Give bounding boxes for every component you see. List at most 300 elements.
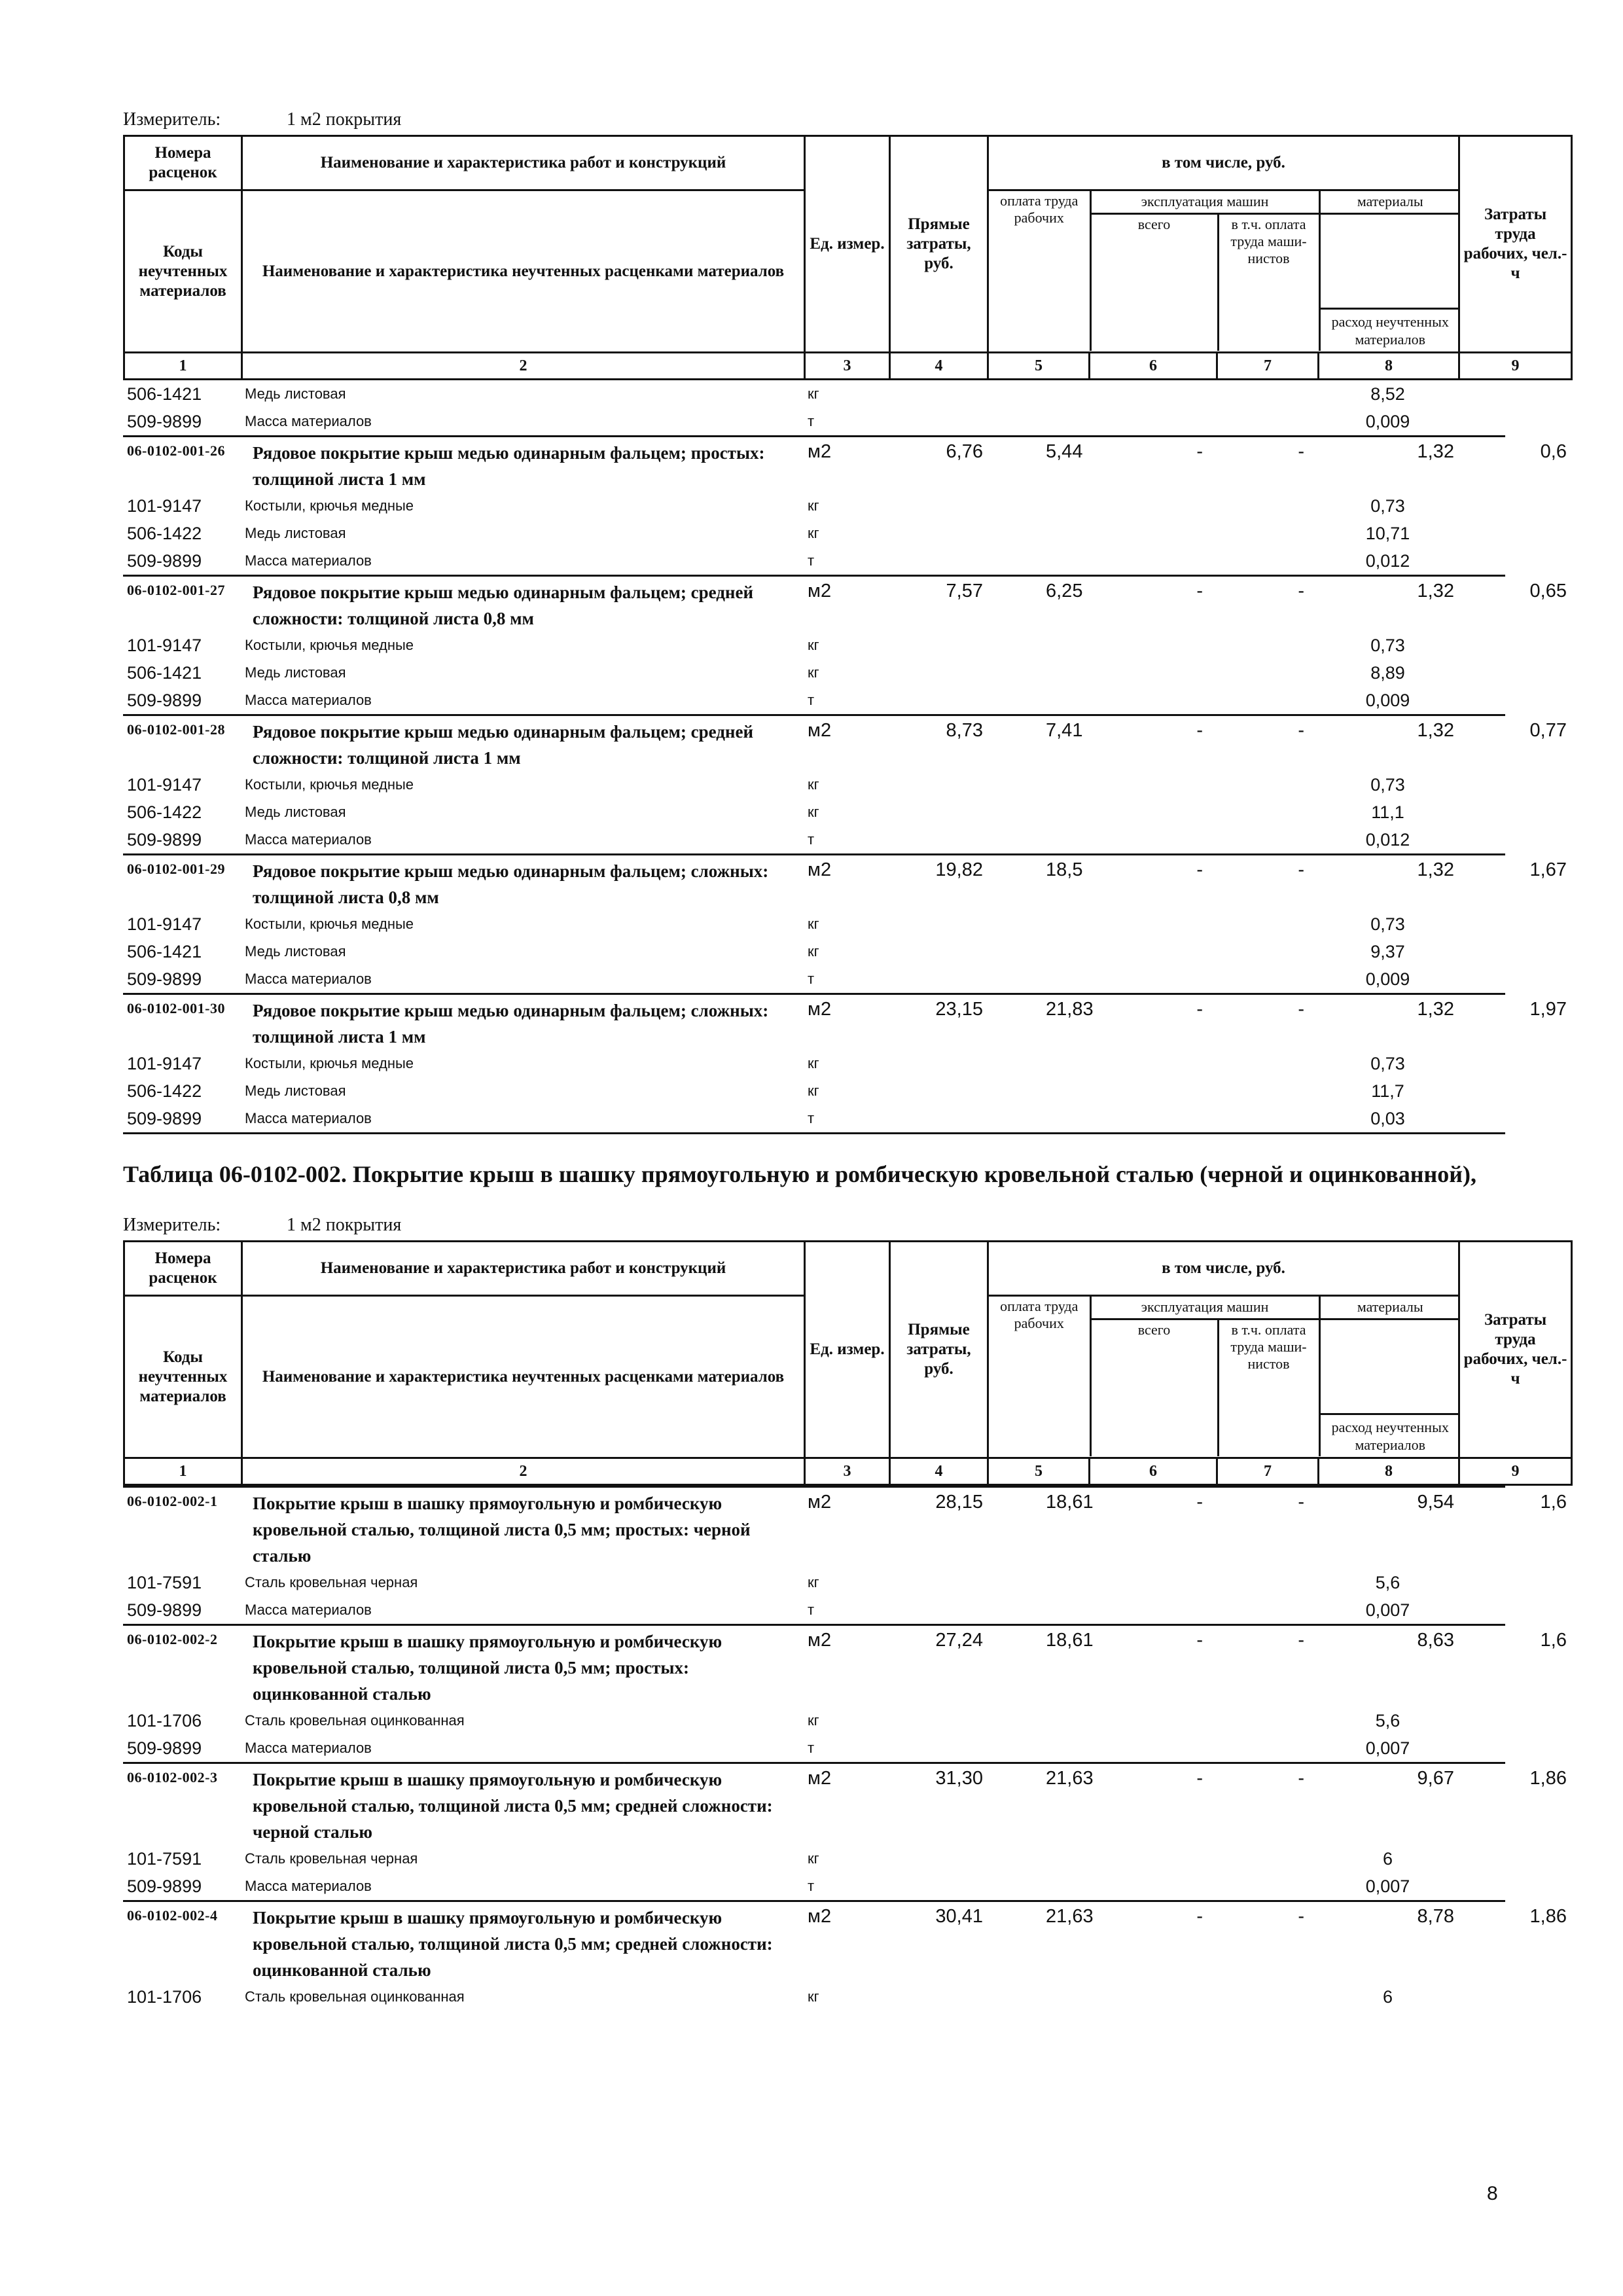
empty-cell bbox=[1088, 547, 1216, 575]
empty-cell bbox=[1458, 1050, 1571, 1077]
header-work-name: Наименование и характеристика работ и конструкций bbox=[242, 136, 805, 190]
labor-costs: 1,86 bbox=[1529, 1906, 1567, 1927]
empty-cell bbox=[1458, 547, 1571, 575]
empty-cell bbox=[889, 380, 987, 408]
rate-code: 06-0102-001-28 bbox=[127, 721, 225, 738]
material-code: 509-9899 bbox=[127, 551, 202, 571]
empty-cell bbox=[889, 910, 987, 938]
rate-code: 06-0102-001-26 bbox=[127, 442, 225, 459]
table-1-end-line bbox=[123, 1132, 1505, 1134]
material-code: 509-9899 bbox=[127, 830, 202, 850]
header-materials: материалы bbox=[1319, 191, 1460, 213]
material-unit: кг bbox=[808, 804, 819, 820]
machines-total: - bbox=[1196, 581, 1203, 601]
rate-row bbox=[123, 575, 1567, 632]
meter-line bbox=[123, 105, 1505, 135]
material-name: Медь листовая bbox=[245, 525, 346, 541]
material-consumption: 0,009 bbox=[1365, 691, 1410, 710]
worker-pay: 18,61 bbox=[1046, 1492, 1094, 1513]
direct-costs: 28,15 bbox=[935, 1492, 983, 1513]
material-name: Медь листовая bbox=[245, 386, 346, 402]
empty-cell bbox=[1458, 910, 1571, 938]
empty-cell bbox=[987, 1596, 1088, 1624]
material-code: 509-9899 bbox=[127, 1738, 202, 1758]
empty-cell bbox=[1458, 520, 1571, 547]
material-consumption: 11,7 bbox=[1371, 1081, 1404, 1101]
empty-cell bbox=[987, 380, 1088, 408]
empty-cell bbox=[1088, 1569, 1216, 1596]
empty-cell bbox=[1216, 798, 1317, 826]
direct-costs: 19,82 bbox=[935, 859, 983, 880]
empty-cell bbox=[1216, 771, 1317, 798]
material-unit: т bbox=[808, 1878, 815, 1894]
rate-unit: м2 bbox=[808, 1492, 832, 1513]
material-unit: т bbox=[808, 1740, 815, 1756]
empty-cell bbox=[1458, 1707, 1571, 1734]
empty-cell bbox=[1458, 1845, 1571, 1873]
material-name: Сталь кровельная черная bbox=[245, 1850, 418, 1867]
material-name: Масса материалов bbox=[245, 413, 372, 429]
rate-name: Рядовое покрытие крыш медью одинарным фальцем; средней сложности: толщиной листа 1 мм bbox=[253, 722, 754, 768]
empty-cell bbox=[1458, 408, 1571, 435]
empty-cell bbox=[987, 1734, 1088, 1762]
rate-unit: м2 bbox=[808, 999, 832, 1020]
empty-cell bbox=[987, 826, 1088, 853]
operator-pay: - bbox=[1298, 859, 1304, 880]
empty-cell bbox=[1088, 1077, 1216, 1105]
header-machines-total: всего bbox=[1090, 1319, 1218, 1456]
operator-pay: - bbox=[1298, 999, 1304, 1020]
worker-pay: 18,61 bbox=[1046, 1630, 1094, 1651]
material-unit: кг bbox=[808, 943, 819, 960]
machines-total: - bbox=[1196, 859, 1203, 880]
empty-cell bbox=[987, 1105, 1088, 1132]
materials-cost: 8,78 bbox=[1417, 1906, 1454, 1927]
material-unit: кг bbox=[808, 1712, 819, 1729]
empty-cell bbox=[889, 1983, 987, 2011]
material-name: Костыли, крючья медные bbox=[245, 637, 414, 653]
empty-cell bbox=[889, 1569, 987, 1596]
material-unit: кг bbox=[808, 637, 819, 653]
empty-cell bbox=[1088, 910, 1216, 938]
empty-cell bbox=[1216, 826, 1317, 853]
operator-pay: - bbox=[1298, 581, 1304, 601]
material-consumption: 10,71 bbox=[1365, 524, 1410, 543]
material-consumption: 5,6 bbox=[1375, 1711, 1400, 1731]
material-name: Масса материалов bbox=[245, 1740, 372, 1756]
table-header bbox=[123, 135, 1573, 380]
materials-cost: 1,32 bbox=[1417, 999, 1454, 1020]
material-consumption: 0,03 bbox=[1370, 1109, 1405, 1128]
empty-cell bbox=[1088, 1707, 1216, 1734]
worker-pay: 6,25 bbox=[1046, 581, 1083, 601]
machines-total: - bbox=[1196, 1492, 1203, 1513]
empty-cell bbox=[889, 408, 987, 435]
empty-cell bbox=[987, 798, 1088, 826]
col-num-5: 5 bbox=[988, 1458, 1090, 1485]
col-num-3: 3 bbox=[805, 353, 890, 380]
empty-cell bbox=[987, 1873, 1088, 1900]
material-row bbox=[123, 965, 1505, 993]
col-num-4: 4 bbox=[890, 1458, 988, 1485]
material-consumption: 5,6 bbox=[1375, 1573, 1400, 1592]
header-material-name: Наименование и характеристика неучтенных расценками материалов bbox=[242, 190, 805, 353]
header-operator-pay: в т.ч. оплата труда маши-нистов bbox=[1218, 213, 1319, 351]
empty-cell bbox=[1088, 798, 1216, 826]
empty-cell bbox=[1088, 1873, 1216, 1900]
col-num-6: 6 bbox=[1090, 353, 1217, 380]
material-consumption: 11,1 bbox=[1371, 802, 1404, 822]
material-name: Медь листовая bbox=[245, 664, 346, 681]
material-unit: кг bbox=[808, 1083, 819, 1099]
rate-row bbox=[123, 993, 1567, 1050]
empty-cell bbox=[1216, 687, 1317, 714]
empty-cell bbox=[1088, 659, 1216, 687]
material-unit: кг bbox=[808, 525, 819, 541]
rate-code: 06-0102-001-30 bbox=[127, 1000, 225, 1016]
empty-cell bbox=[1216, 1845, 1317, 1873]
header-material-consumption: расход неучтенных материалов bbox=[1319, 213, 1460, 351]
empty-cell bbox=[889, 1077, 987, 1105]
header-unit: Ед. измер. bbox=[805, 136, 890, 353]
empty-cell bbox=[1458, 1569, 1571, 1596]
labor-costs: 0,6 bbox=[1540, 441, 1567, 462]
empty-cell bbox=[1088, 632, 1216, 659]
empty-cell bbox=[1216, 380, 1317, 408]
table-2-body bbox=[123, 1486, 1567, 2011]
header-worker-pay: оплата труда рабочих bbox=[989, 1297, 1090, 1456]
empty-cell bbox=[1088, 771, 1216, 798]
header-machines-total: всего bbox=[1090, 213, 1218, 351]
material-row bbox=[123, 798, 1505, 826]
empty-cell bbox=[889, 1050, 987, 1077]
material-row bbox=[123, 520, 1505, 547]
machines-total: - bbox=[1196, 720, 1203, 741]
material-name: Масса материалов bbox=[245, 692, 372, 708]
empty-cell bbox=[1458, 826, 1571, 853]
table-2-header bbox=[123, 1240, 1573, 1486]
material-name: Масса материалов bbox=[245, 971, 372, 987]
empty-cell bbox=[889, 1873, 987, 1900]
material-name: Медь листовая bbox=[245, 804, 346, 820]
worker-pay: 7,41 bbox=[1046, 720, 1083, 741]
empty-cell bbox=[889, 938, 987, 965]
material-row bbox=[123, 659, 1505, 687]
material-code: 101-1706 bbox=[127, 1711, 202, 1731]
material-unit: кг bbox=[808, 1574, 819, 1590]
empty-cell bbox=[987, 632, 1088, 659]
header-labor-costs: Затраты труда рабочих, чел.-ч bbox=[1459, 136, 1572, 353]
rate-row bbox=[123, 1762, 1567, 1845]
material-unit: т bbox=[808, 692, 815, 708]
empty-cell bbox=[1458, 1734, 1571, 1762]
header-rate-number: Номера расценок bbox=[124, 1242, 242, 1296]
materials-cost: 9,67 bbox=[1417, 1768, 1454, 1789]
material-name: Сталь кровельная оцинкованная bbox=[245, 1712, 465, 1729]
operator-pay: - bbox=[1298, 1492, 1304, 1513]
material-consumption: 0,73 bbox=[1370, 636, 1405, 655]
header-including: в том числе, руб. bbox=[988, 1242, 1459, 1296]
header-unit: Ед. измер. bbox=[805, 1242, 890, 1458]
rate-name: Покрытие крыш в шашку прямоугольную и ромбическую кровельной сталью, толщиной листа 0,5 мм; средней сложности: оцинкованной сталью bbox=[253, 1908, 773, 1980]
material-row bbox=[123, 826, 1505, 853]
rate-name: Покрытие крыш в шашку прямоугольную и ромбическую кровельной сталью, толщиной листа 0,5 мм; средней сложности: черной сталью bbox=[253, 1770, 773, 1842]
empty-cell bbox=[889, 659, 987, 687]
labor-costs: 0,77 bbox=[1529, 720, 1567, 741]
material-name: Костыли, крючья медные bbox=[245, 916, 414, 932]
empty-cell bbox=[1216, 1569, 1317, 1596]
material-code: 506-1422 bbox=[127, 802, 202, 822]
header-rate-number: Номера расценок bbox=[124, 136, 242, 190]
material-row bbox=[123, 547, 1505, 575]
rate-name: Рядовое покрытие крыш медью одинарным фальцем; средней сложности: толщиной листа 0,8 мм bbox=[253, 583, 754, 628]
empty-cell bbox=[987, 1983, 1088, 2011]
material-consumption: 8,89 bbox=[1370, 663, 1405, 683]
empty-cell bbox=[1216, 659, 1317, 687]
col-num-8: 8 bbox=[1319, 353, 1459, 380]
material-code: 101-7591 bbox=[127, 1573, 202, 1592]
material-name: Костыли, крючья медные bbox=[245, 497, 414, 514]
material-name: Масса материалов bbox=[245, 552, 372, 569]
material-unit: т bbox=[808, 1602, 815, 1618]
rate-name: Покрытие крыш в шашку прямоугольную и ромбическую кровельной сталью, толщиной листа 0,5 мм; простых: оцинкованной сталью bbox=[253, 1632, 722, 1704]
empty-cell bbox=[1088, 520, 1216, 547]
material-unit: т bbox=[808, 831, 815, 848]
materials-cost: 1,32 bbox=[1417, 720, 1454, 741]
material-row bbox=[123, 1873, 1505, 1900]
empty-cell bbox=[987, 659, 1088, 687]
material-code: 101-1706 bbox=[127, 1987, 202, 2007]
col-num-1: 1 bbox=[124, 353, 242, 380]
empty-cell bbox=[987, 965, 1088, 993]
labor-costs: 1,6 bbox=[1540, 1630, 1567, 1651]
meter-value-2: 1 м2 покрытия bbox=[287, 1215, 402, 1235]
material-unit: кг bbox=[808, 776, 819, 793]
col-num-6: 6 bbox=[1090, 1458, 1217, 1485]
material-unit: т bbox=[808, 552, 815, 569]
labor-costs: 1,6 bbox=[1540, 1492, 1567, 1513]
rate-code: 06-0102-002-4 bbox=[127, 1907, 218, 1924]
material-consumption: 0,73 bbox=[1370, 1054, 1405, 1073]
page-number: 8 bbox=[1487, 2183, 1498, 2204]
col-num-2: 2 bbox=[242, 353, 805, 380]
header-worker-pay: оплата труда рабочих bbox=[989, 191, 1090, 351]
material-consumption: 0,007 bbox=[1365, 1876, 1410, 1896]
rate-code: 06-0102-002-2 bbox=[127, 1631, 218, 1647]
material-code: 101-9147 bbox=[127, 636, 202, 655]
rate-name: Покрытие крыш в шашку прямоугольную и ромбическую кровельной сталью, толщиной листа 0,5 мм; простых: черной сталью bbox=[253, 1494, 751, 1566]
rate-unit: м2 bbox=[808, 720, 832, 741]
material-consumption: 0,009 bbox=[1365, 412, 1410, 431]
rate-code: 06-0102-001-29 bbox=[127, 861, 225, 877]
rate-unit: м2 bbox=[808, 859, 832, 880]
empty-cell bbox=[1216, 938, 1317, 965]
material-row bbox=[123, 408, 1505, 435]
materials-cost: 1,32 bbox=[1417, 859, 1454, 880]
material-code: 506-1422 bbox=[127, 524, 202, 543]
material-unit: т bbox=[808, 971, 815, 987]
rate-unit: м2 bbox=[808, 1768, 832, 1789]
direct-costs: 31,30 bbox=[935, 1768, 983, 1789]
material-row bbox=[123, 771, 1505, 798]
material-row bbox=[123, 632, 1505, 659]
material-consumption: 0,012 bbox=[1365, 830, 1410, 850]
material-code: 506-1421 bbox=[127, 663, 202, 683]
empty-cell bbox=[987, 1845, 1088, 1873]
material-consumption: 8,52 bbox=[1370, 384, 1405, 404]
empty-cell bbox=[1088, 1105, 1216, 1132]
material-row bbox=[123, 1569, 1505, 1596]
empty-cell bbox=[1088, 1983, 1216, 2011]
table-2-title: Таблица 06-0102-002. Покрытие крыш в шашку прямоугольную и ромбическую кровельной сталью (черной и оцинкованной), bbox=[123, 1161, 1476, 1187]
header-material-codes: Коды неучтенных материалов bbox=[124, 1296, 242, 1458]
direct-costs: 23,15 bbox=[935, 999, 983, 1020]
material-name: Медь листовая bbox=[245, 1083, 346, 1099]
worker-pay: 5,44 bbox=[1046, 441, 1083, 462]
rate-name: Рядовое покрытие крыш медью одинарным фальцем; простых: толщиной листа 1 мм bbox=[253, 443, 765, 489]
material-row bbox=[123, 1845, 1505, 1873]
empty-cell bbox=[1216, 1707, 1317, 1734]
material-row bbox=[123, 938, 1505, 965]
operator-pay: - bbox=[1298, 1906, 1304, 1927]
worker-pay: 21,63 bbox=[1046, 1768, 1094, 1789]
empty-cell bbox=[1458, 771, 1571, 798]
header-material-name: Наименование и характеристика неучтенных расценками материалов bbox=[242, 1296, 805, 1458]
material-row bbox=[123, 1707, 1505, 1734]
material-consumption: 0,009 bbox=[1365, 969, 1410, 989]
operator-pay: - bbox=[1298, 720, 1304, 741]
header-direct-costs: Прямые затраты, руб. bbox=[890, 136, 988, 353]
machines-total: - bbox=[1196, 1768, 1203, 1789]
material-code: 509-9899 bbox=[127, 969, 202, 989]
rate-name: Рядовое покрытие крыш медью одинарным фальцем; сложных: толщиной листа 0,8 мм bbox=[253, 861, 769, 907]
meter-label: Измеритель: bbox=[123, 109, 221, 130]
col-num-4: 4 bbox=[890, 353, 988, 380]
empty-cell bbox=[987, 771, 1088, 798]
material-consumption: 6 bbox=[1382, 1987, 1393, 2007]
material-unit: кг bbox=[808, 1988, 819, 2005]
empty-cell bbox=[889, 687, 987, 714]
rate-row bbox=[123, 853, 1567, 910]
empty-cell bbox=[1216, 1596, 1317, 1624]
col-num-8: 8 bbox=[1319, 1458, 1459, 1485]
empty-cell bbox=[889, 1596, 987, 1624]
material-name: Масса материалов bbox=[245, 831, 372, 848]
rate-row bbox=[123, 435, 1567, 492]
empty-cell bbox=[987, 492, 1088, 520]
machines-total: - bbox=[1196, 441, 1203, 462]
header-including: в том числе, руб. bbox=[988, 136, 1459, 190]
material-row bbox=[123, 1596, 1505, 1624]
empty-cell bbox=[1458, 1105, 1571, 1132]
empty-cell bbox=[1458, 380, 1571, 408]
empty-cell bbox=[1216, 520, 1317, 547]
header-machines: эксплуатация машин bbox=[1090, 1297, 1319, 1319]
material-row bbox=[123, 1077, 1505, 1105]
header-machines: эксплуатация машин bbox=[1090, 191, 1319, 213]
header-materials: материалы bbox=[1319, 1297, 1460, 1319]
empty-cell bbox=[1088, 408, 1216, 435]
material-unit: кг bbox=[808, 1850, 819, 1867]
empty-cell bbox=[1216, 1105, 1317, 1132]
empty-cell bbox=[1088, 380, 1216, 408]
rate-unit: м2 bbox=[808, 581, 832, 601]
material-code: 506-1421 bbox=[127, 384, 202, 404]
header-material-consumption: расход неучтенных материалов bbox=[1319, 1319, 1460, 1456]
machines-total: - bbox=[1196, 1906, 1203, 1927]
empty-cell bbox=[1458, 965, 1571, 993]
header-material-codes: Коды неучтенных материалов bbox=[124, 190, 242, 353]
material-code: 506-1422 bbox=[127, 1081, 202, 1101]
labor-costs: 1,67 bbox=[1529, 859, 1567, 880]
material-code: 101-7591 bbox=[127, 1849, 202, 1869]
empty-cell bbox=[1216, 965, 1317, 993]
empty-cell bbox=[1458, 1596, 1571, 1624]
material-row bbox=[123, 910, 1505, 938]
material-name: Масса материалов bbox=[245, 1110, 372, 1126]
empty-cell bbox=[889, 632, 987, 659]
rate-name: Рядовое покрытие крыш медью одинарным фальцем; сложных: толщиной листа 1 мм bbox=[253, 1001, 769, 1047]
empty-cell bbox=[987, 1050, 1088, 1077]
empty-cell bbox=[1216, 1983, 1317, 2011]
header-including-sub bbox=[988, 190, 1459, 353]
material-consumption: 0,73 bbox=[1370, 775, 1405, 795]
empty-cell bbox=[987, 547, 1088, 575]
materials-cost: 1,32 bbox=[1417, 581, 1454, 601]
operator-pay: - bbox=[1298, 441, 1304, 462]
empty-cell bbox=[889, 547, 987, 575]
header-including-sub bbox=[988, 1296, 1459, 1458]
empty-cell bbox=[889, 492, 987, 520]
empty-cell bbox=[987, 1707, 1088, 1734]
material-code: 509-9899 bbox=[127, 412, 202, 431]
empty-cell bbox=[1088, 1050, 1216, 1077]
empty-cell bbox=[987, 520, 1088, 547]
empty-cell bbox=[1458, 1077, 1571, 1105]
header-labor-costs: Затраты труда рабочих, чел.-ч bbox=[1459, 1242, 1572, 1458]
rate-unit: м2 bbox=[808, 441, 832, 462]
material-row bbox=[123, 1734, 1505, 1762]
empty-cell bbox=[1088, 687, 1216, 714]
empty-cell bbox=[1458, 1873, 1571, 1900]
rate-code: 06-0102-001-27 bbox=[127, 582, 225, 598]
materials-cost: 1,32 bbox=[1417, 441, 1454, 462]
empty-cell bbox=[1216, 632, 1317, 659]
col-num-2: 2 bbox=[242, 1458, 805, 1485]
empty-cell bbox=[987, 938, 1088, 965]
operator-pay: - bbox=[1298, 1630, 1304, 1651]
header-operator-pay: в т.ч. оплата труда маши-нистов bbox=[1218, 1319, 1319, 1456]
meter-label-2: Измеритель: bbox=[123, 1215, 221, 1235]
machines-total: - bbox=[1196, 1630, 1203, 1651]
material-row bbox=[123, 492, 1505, 520]
material-row bbox=[123, 1983, 1505, 2011]
empty-cell bbox=[889, 1734, 987, 1762]
rate-code: 06-0102-002-1 bbox=[127, 1493, 218, 1509]
document-page bbox=[123, 105, 1567, 2011]
empty-cell bbox=[889, 520, 987, 547]
material-consumption: 9,37 bbox=[1370, 942, 1405, 961]
direct-costs: 30,41 bbox=[935, 1906, 983, 1927]
material-unit: кг bbox=[808, 664, 819, 681]
empty-cell bbox=[1458, 1983, 1571, 2011]
empty-cell bbox=[1088, 938, 1216, 965]
col-num-7: 7 bbox=[1217, 353, 1319, 380]
material-consumption: 0,007 bbox=[1365, 1738, 1410, 1758]
materials-cost: 9,54 bbox=[1417, 1492, 1454, 1513]
col-num-9: 9 bbox=[1459, 353, 1572, 380]
empty-cell bbox=[987, 1569, 1088, 1596]
